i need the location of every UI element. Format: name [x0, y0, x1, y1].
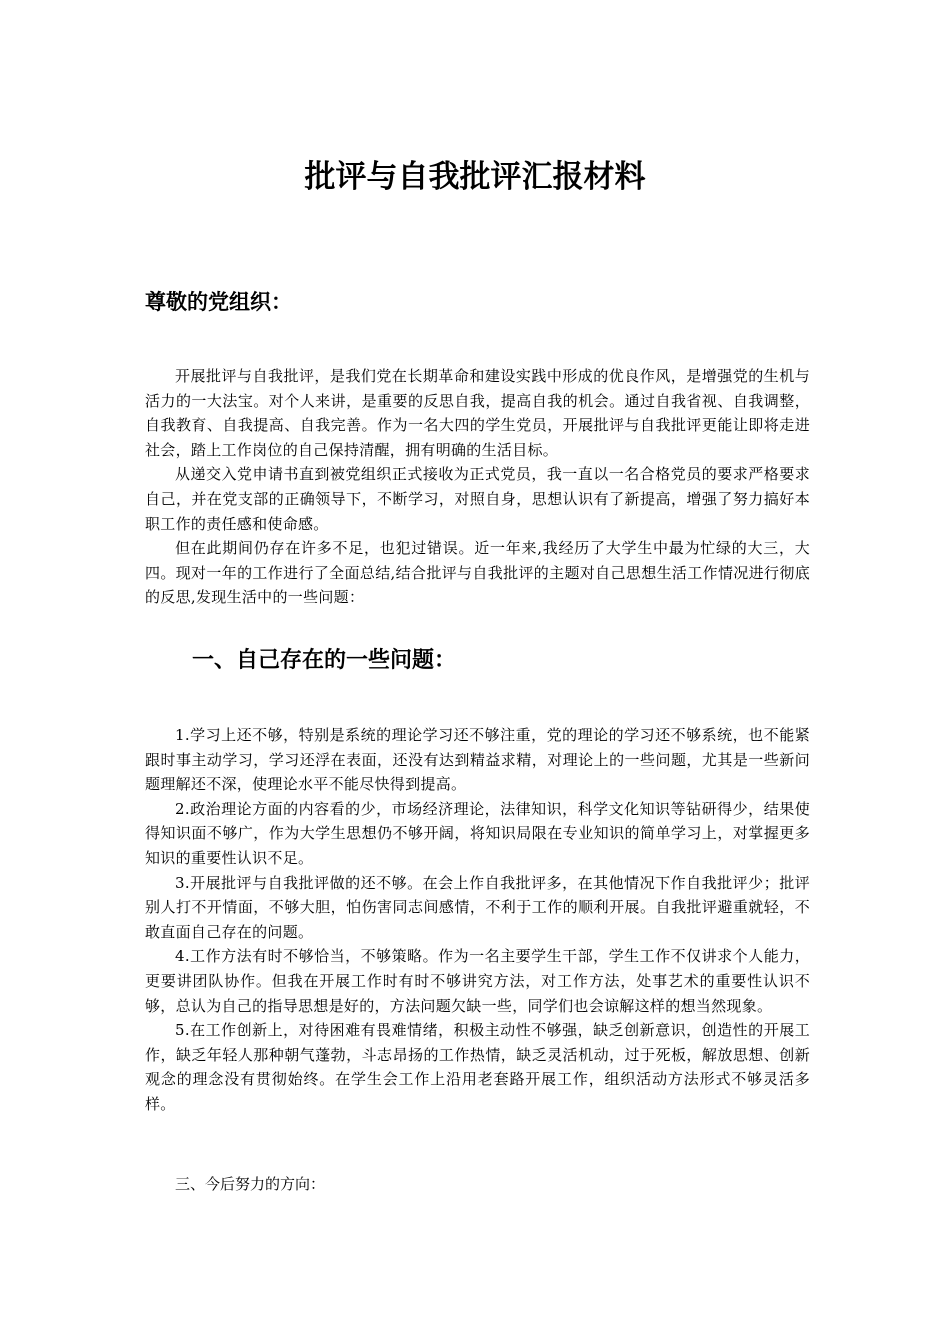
problems-section — [145, 723, 810, 1117]
section-heading-problems: 一、自己存在的一些问题： — [192, 648, 457, 673]
salutation: 尊敬的党组织： — [145, 290, 292, 314]
problem-paragraph: 2.政治理论方面的内容看的少，市场经济理论，法律知识，科学文化知识等钻研得少，结果使得知识面不够广，作为大学生思想仍不够开阔，将知识局限在专业知识的简单学习上，对掌握更多知识的重要性认识不足。 — [145, 799, 810, 867]
intro-paragraph: 但在此期间仍存在许多不足，也犯过错误。近一年来,我经历了大学生中最为忙绿的大三，大四。现对一年的工作进行了全面总结,结合批评与自我批评的主题对自己思想生活工作情况进行彻底的反思,发现生活中的一些问题： — [145, 539, 810, 607]
next-heading-future-direction: 三、今后努力的方向： — [175, 1175, 326, 1193]
intro-section — [145, 364, 810, 610]
problem-paragraph: 1.学习上还不够，特别是系统的理论学习还不够注重，党的理论的学习还不够系统，也不能紧跟时事主动学习，学习还浮在表面，还没有达到精益求精，对理论上的一些问题，尤其是一些新问题理解还不深，使理论水平不能尽快得到提高。 — [145, 726, 810, 794]
intro-paragraph: 开展批评与自我批评，是我们党在长期革命和建设实践中形成的优良作风，是增强党的生机与活力的一大法宝。对个人来讲，是重要的反思自我，提高自我的机会。通过自我省视、自我调整，自我教育、自我提高、自我完善。作为一名大四的学生党员，开展批评与自我批评更能让即将走进社会，踏上工作岗位的自己保持清醒，拥有明确的生活目标。 — [145, 367, 810, 459]
problem-paragraph: 4.工作方法有时不够恰当，不够策略。作为一名主要学生干部，学生工作不仅讲求个人能力，更要讲团队协作。但我在开展工作时有时不够讲究方法，对工作方法，处事艺术的重要性认识不够，总认为自己的指导思想是好的，方法问题欠缺一些，同学们也会谅解这样的想当然现象。 — [145, 947, 810, 1015]
problem-paragraph: 3.开展批评与自我批评做的还不够。在会上作自我批评多，在其他情况下作自我批评少；批评别人打不开情面，不够大胆，怕伤害同志间感情，不利于工作的顺利开展。自我批评避重就轻，不敢直面自己存在的问题。 — [145, 873, 810, 941]
intro-paragraph: 从递交入党申请书直到被党组织正式接收为正式党员，我一直以一名合格党员的要求严格要求自己，并在党支部的正确领导下，不断学习，对照自身，思想认识有了新提高，增强了努力搞好本职工作的责任感和使命感。 — [145, 465, 810, 533]
document-title: 批评与自我批评汇报材料 — [304, 159, 646, 195]
problem-paragraph: 5.在工作创新上，对待困难有畏难情绪，积极主动性不够强，缺乏创新意识，创造性的开展工作，缺乏年轻人那种朝气蓬勃，斗志昂扬的工作热情，缺乏灵活机动，过于死板，解放思想、创新观念的理念没有贯彻始终。在学生会工作上沿用老套路开展工作，组织活动方法形式不够灵活多样。 — [145, 1021, 810, 1113]
